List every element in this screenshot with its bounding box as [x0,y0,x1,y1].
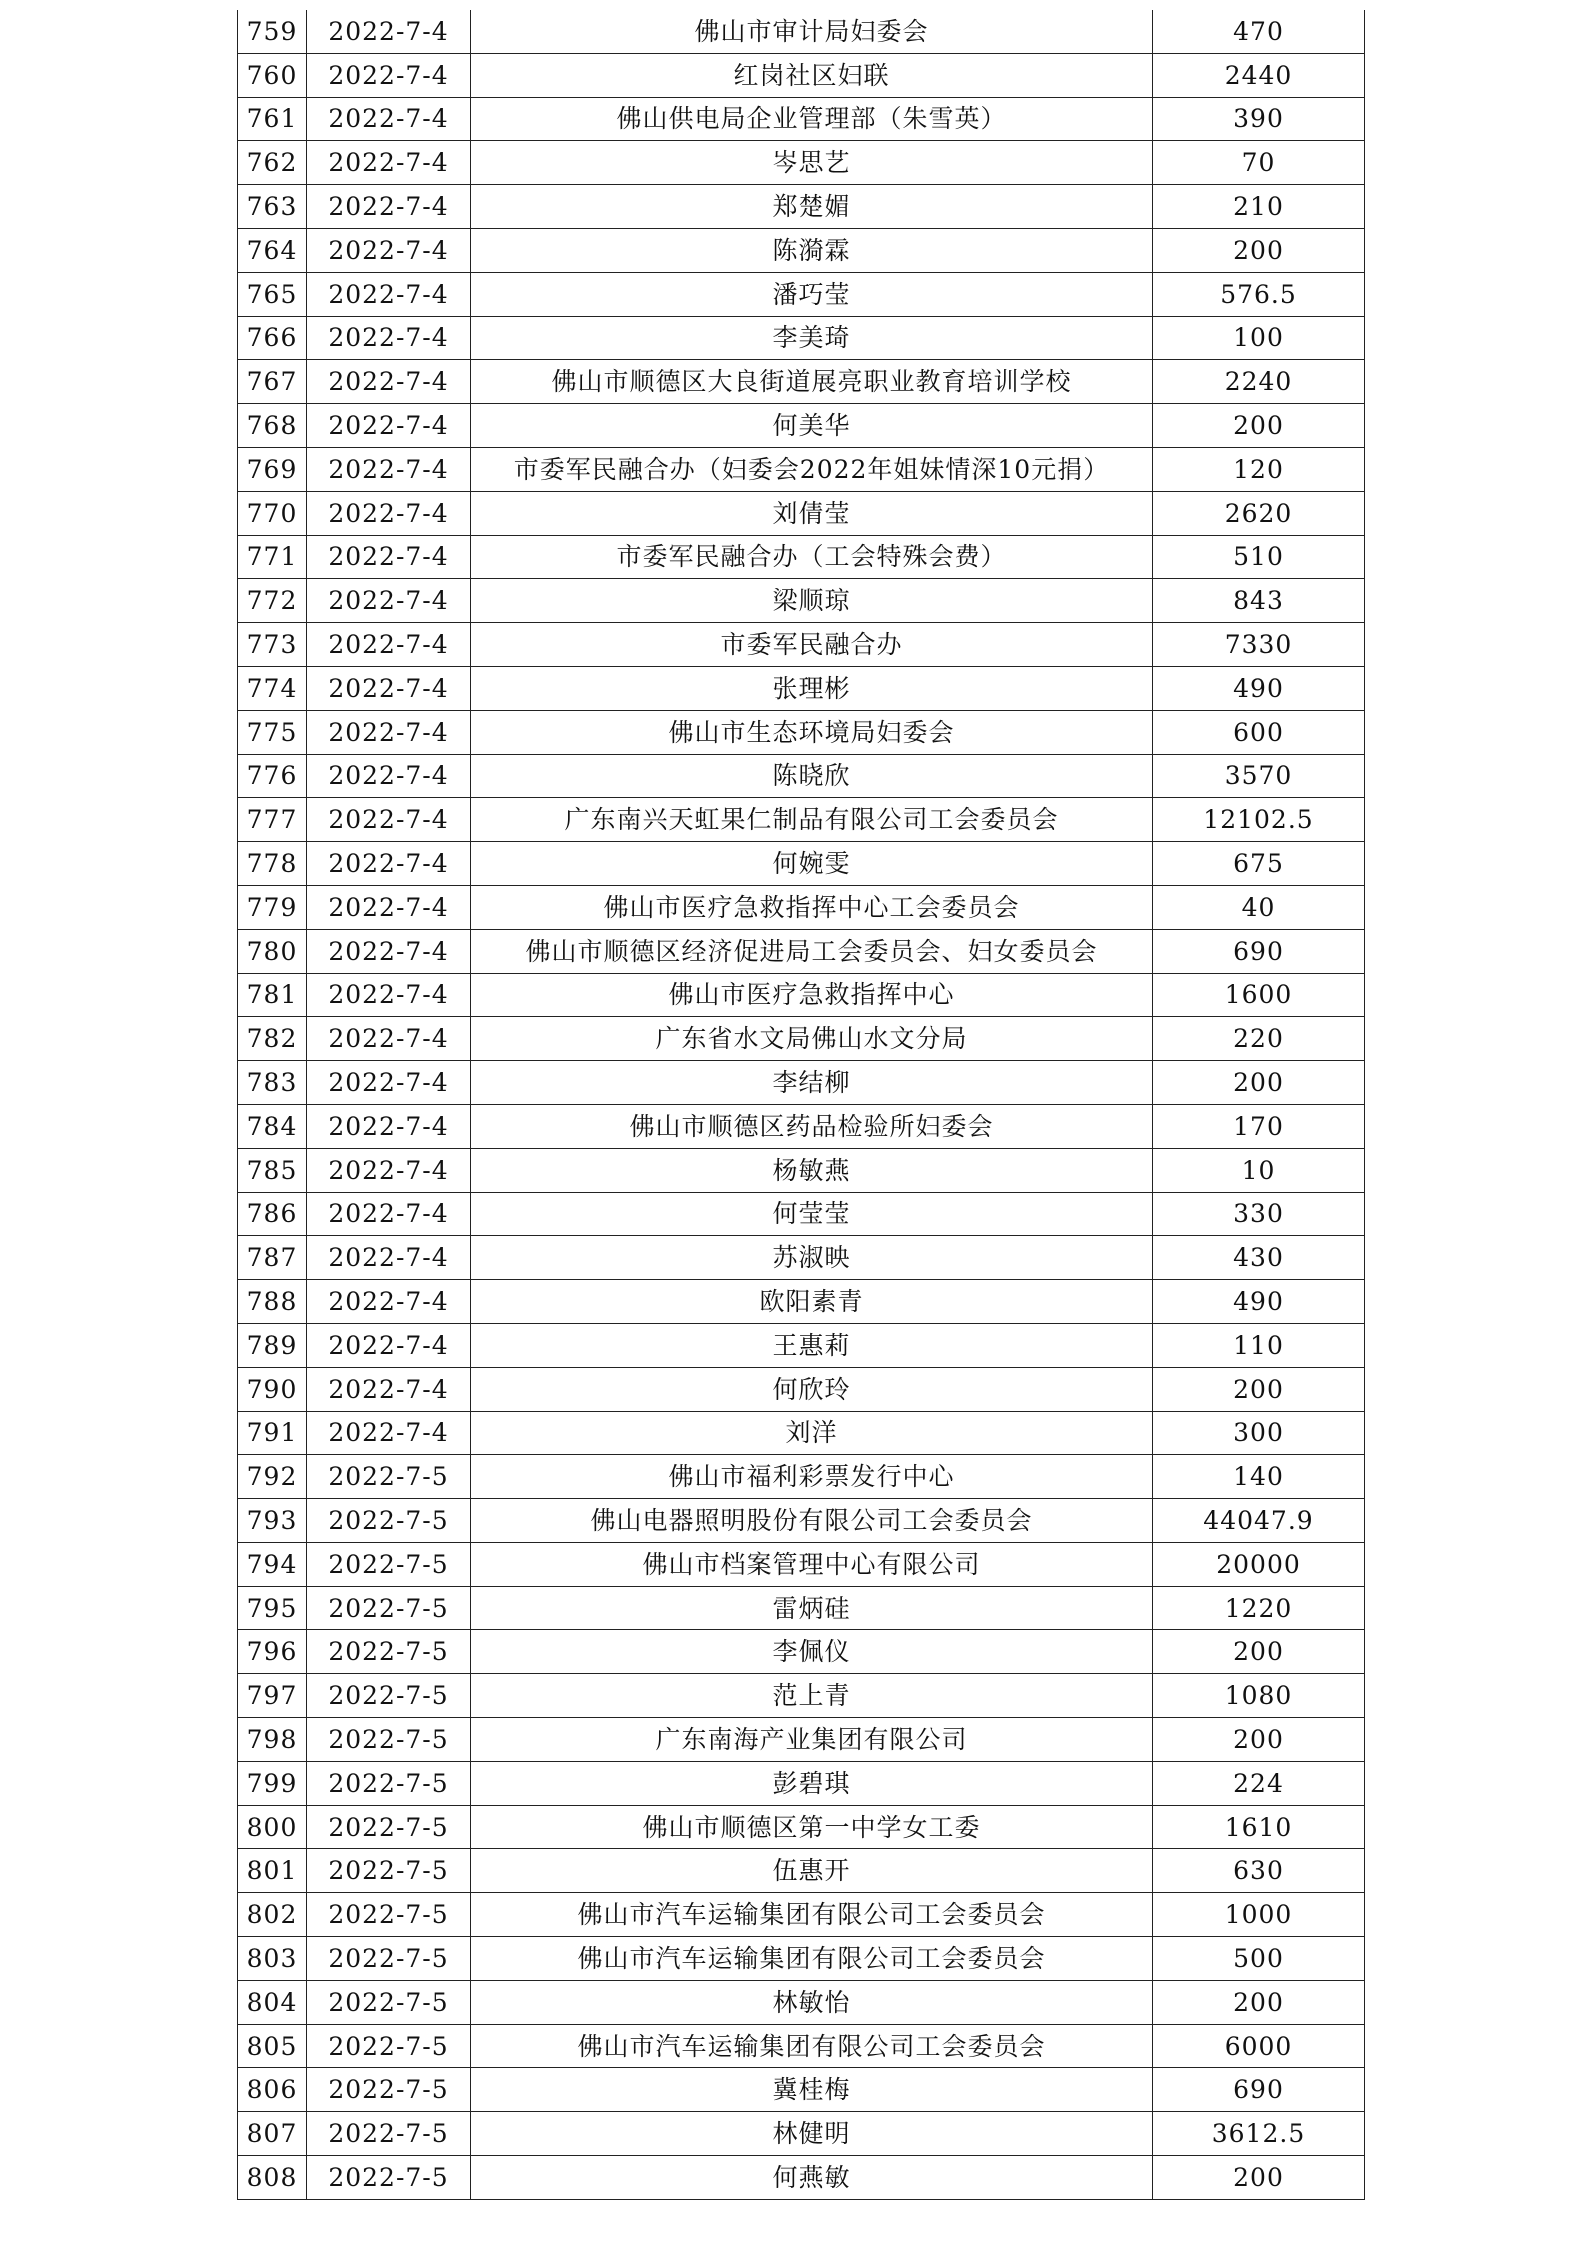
table-row [238,2068,1365,2112]
table-row [238,185,1365,229]
table-row [238,754,1365,798]
donor-cell: 彭碧琪 [471,1761,1153,1805]
donor-cell: 红岗社区妇联 [471,53,1153,97]
amount-cell: 224 [1153,1761,1365,1805]
date-cell: 2022-7-4 [307,666,471,710]
row-number-cell: 795 [238,1586,307,1630]
date-cell: 2022-7-4 [307,97,471,141]
table-row [238,53,1365,97]
row-number-cell: 802 [238,1893,307,1937]
donor-cell: 何美华 [471,404,1153,448]
table-row [238,1805,1365,1849]
table-row [238,97,1365,141]
row-number-cell: 780 [238,929,307,973]
row-number-cell: 760 [238,53,307,97]
amount-cell: 470 [1153,10,1365,53]
amount-cell: 6000 [1153,2024,1365,2068]
amount-cell: 200 [1153,1367,1365,1411]
amount-cell: 40 [1153,885,1365,929]
donor-cell: 陈漪霖 [471,228,1153,272]
table-row [238,404,1365,448]
donor-cell: 范上青 [471,1674,1153,1718]
date-cell: 2022-7-5 [307,1586,471,1630]
donor-cell: 杨敏燕 [471,1148,1153,1192]
date-cell: 2022-7-4 [307,929,471,973]
row-number-cell: 799 [238,1761,307,1805]
row-number-cell: 759 [238,10,307,53]
row-number-cell: 777 [238,798,307,842]
row-number-cell: 781 [238,973,307,1017]
donor-cell: 陈晓欣 [471,754,1153,798]
date-cell: 2022-7-5 [307,1542,471,1586]
amount-cell: 200 [1153,228,1365,272]
table-row [238,973,1365,1017]
donor-cell: 广东南兴天虹果仁制品有限公司工会委员会 [471,798,1153,842]
amount-cell: 10 [1153,1148,1365,1192]
row-number-cell: 805 [238,2024,307,2068]
amount-cell: 1080 [1153,1674,1365,1718]
row-number-cell: 807 [238,2112,307,2156]
row-number-cell: 798 [238,1718,307,1762]
date-cell: 2022-7-4 [307,1061,471,1105]
row-number-cell: 779 [238,885,307,929]
date-cell: 2022-7-4 [307,491,471,535]
date-cell: 2022-7-4 [307,885,471,929]
table-row [238,1893,1365,1937]
date-cell: 2022-7-4 [307,973,471,1017]
date-cell: 2022-7-4 [307,535,471,579]
donor-cell: 何欣玲 [471,1367,1153,1411]
date-cell: 2022-7-5 [307,1761,471,1805]
row-number-cell: 765 [238,272,307,316]
date-cell: 2022-7-5 [307,1674,471,1718]
donor-cell: 岑思艺 [471,141,1153,185]
donor-cell: 市委军民融合办（妇委会2022年姐妹情深10元捐） [471,447,1153,491]
donor-cell: 广东南海产业集团有限公司 [471,1718,1153,1762]
date-cell: 2022-7-5 [307,1805,471,1849]
donor-cell: 林健明 [471,2112,1153,2156]
table-row [238,535,1365,579]
amount-cell: 44047.9 [1153,1499,1365,1543]
donor-cell: 市委军民融合办（工会特殊会费） [471,535,1153,579]
donor-cell: 张理彬 [471,666,1153,710]
date-cell: 2022-7-4 [307,141,471,185]
table-row [238,1017,1365,1061]
row-number-cell: 793 [238,1499,307,1543]
table-row [238,1761,1365,1805]
date-cell: 2022-7-4 [307,228,471,272]
donor-cell: 佛山市医疗急救指挥中心 [471,973,1153,1017]
amount-cell: 390 [1153,97,1365,141]
date-cell: 2022-7-4 [307,1192,471,1236]
table-row [238,666,1365,710]
amount-cell: 500 [1153,1937,1365,1981]
date-cell: 2022-7-4 [307,272,471,316]
row-number-cell: 789 [238,1323,307,1367]
donor-cell: 何燕敏 [471,2156,1153,2200]
donor-cell: 李佩仪 [471,1630,1153,1674]
table-row [238,1367,1365,1411]
table-row [238,1630,1365,1674]
amount-cell: 200 [1153,1630,1365,1674]
table-row [238,1718,1365,1762]
table-row [238,360,1365,404]
amount-cell: 490 [1153,666,1365,710]
amount-cell: 200 [1153,1980,1365,2024]
row-number-cell: 762 [238,141,307,185]
donor-cell: 佛山市生态环境局妇委会 [471,710,1153,754]
date-cell: 2022-7-4 [307,1323,471,1367]
amount-cell: 2440 [1153,53,1365,97]
amount-cell: 200 [1153,1718,1365,1762]
table-row [238,1411,1365,1455]
date-cell: 2022-7-5 [307,1849,471,1893]
amount-cell: 600 [1153,710,1365,754]
date-cell: 2022-7-4 [307,579,471,623]
date-cell: 2022-7-4 [307,1236,471,1280]
row-number-cell: 784 [238,1104,307,1148]
amount-cell: 200 [1153,2156,1365,2200]
amount-cell: 1600 [1153,973,1365,1017]
amount-cell: 140 [1153,1455,1365,1499]
table-row [238,1586,1365,1630]
amount-cell: 220 [1153,1017,1365,1061]
row-number-cell: 767 [238,360,307,404]
row-number-cell: 775 [238,710,307,754]
date-cell: 2022-7-5 [307,1937,471,1981]
table-row [238,1192,1365,1236]
table-row [238,1455,1365,1499]
row-number-cell: 787 [238,1236,307,1280]
donor-cell: 刘洋 [471,1411,1153,1455]
date-cell: 2022-7-5 [307,1718,471,1762]
amount-cell: 110 [1153,1323,1365,1367]
date-cell: 2022-7-5 [307,1893,471,1937]
donor-cell: 李美琦 [471,316,1153,360]
table-row [238,272,1365,316]
row-number-cell: 796 [238,1630,307,1674]
table-row [238,228,1365,272]
donor-cell: 佛山供电局企业管理部（朱雪英） [471,97,1153,141]
donor-cell: 佛山市汽车运输集团有限公司工会委员会 [471,2024,1153,2068]
donor-cell: 佛山市档案管理中心有限公司 [471,1542,1153,1586]
donor-cell: 何莹莹 [471,1192,1153,1236]
date-cell: 2022-7-5 [307,1980,471,2024]
date-cell: 2022-7-4 [307,53,471,97]
date-cell: 2022-7-4 [307,1148,471,1192]
row-number-cell: 808 [238,2156,307,2200]
table-row [238,885,1365,929]
row-number-cell: 763 [238,185,307,229]
date-cell: 2022-7-5 [307,2156,471,2200]
donor-cell: 广东省水文局佛山水文分局 [471,1017,1153,1061]
row-number-cell: 768 [238,404,307,448]
table-row [238,1148,1365,1192]
donor-cell: 市委军民融合办 [471,623,1153,667]
row-number-cell: 783 [238,1061,307,1105]
donor-cell: 雷炳硅 [471,1586,1153,1630]
date-cell: 2022-7-4 [307,447,471,491]
date-cell: 2022-7-4 [307,316,471,360]
amount-cell: 100 [1153,316,1365,360]
date-cell: 2022-7-4 [307,1367,471,1411]
table-row [238,447,1365,491]
amount-cell: 576.5 [1153,272,1365,316]
date-cell: 2022-7-4 [307,1017,471,1061]
date-cell: 2022-7-4 [307,1280,471,1324]
table-row [238,929,1365,973]
row-number-cell: 766 [238,316,307,360]
table-row [238,1323,1365,1367]
amount-cell: 3612.5 [1153,2112,1365,2156]
row-number-cell: 772 [238,579,307,623]
date-cell: 2022-7-4 [307,404,471,448]
donor-cell: 佛山市审计局妇委会 [471,10,1153,53]
amount-cell: 20000 [1153,1542,1365,1586]
row-number-cell: 776 [238,754,307,798]
donor-cell: 佛山电器照明股份有限公司工会委员会 [471,1499,1153,1543]
table-row [238,1674,1365,1718]
table-row [238,842,1365,886]
amount-cell: 210 [1153,185,1365,229]
date-cell: 2022-7-4 [307,1411,471,1455]
date-cell: 2022-7-4 [307,360,471,404]
amount-cell: 675 [1153,842,1365,886]
date-cell: 2022-7-4 [307,798,471,842]
table-row [238,1542,1365,1586]
donor-cell: 苏淑映 [471,1236,1153,1280]
row-number-cell: 792 [238,1455,307,1499]
amount-cell: 300 [1153,1411,1365,1455]
amount-cell: 690 [1153,929,1365,973]
table-row [238,1849,1365,1893]
date-cell: 2022-7-4 [307,842,471,886]
row-number-cell: 773 [238,623,307,667]
row-number-cell: 806 [238,2068,307,2112]
amount-cell: 1610 [1153,1805,1365,1849]
amount-cell: 12102.5 [1153,798,1365,842]
row-number-cell: 771 [238,535,307,579]
table-row [238,1280,1365,1324]
amount-cell: 1000 [1153,1893,1365,1937]
donor-cell: 林敏怡 [471,1980,1153,2024]
amount-cell: 330 [1153,1192,1365,1236]
table-row [238,1499,1365,1543]
row-number-cell: 761 [238,97,307,141]
donor-cell: 伍惠开 [471,1849,1153,1893]
date-cell: 2022-7-4 [307,754,471,798]
row-number-cell: 778 [238,842,307,886]
date-cell: 2022-7-4 [307,10,471,53]
date-cell: 2022-7-5 [307,2068,471,2112]
date-cell: 2022-7-5 [307,2024,471,2068]
table-row [238,141,1365,185]
date-cell: 2022-7-4 [307,185,471,229]
donor-cell: 佛山市顺德区大良街道展亮职业教育培训学校 [471,360,1153,404]
amount-cell: 70 [1153,141,1365,185]
row-number-cell: 782 [238,1017,307,1061]
table-row [238,579,1365,623]
amount-cell: 510 [1153,535,1365,579]
donor-cell: 欧阳素青 [471,1280,1153,1324]
table-body [238,10,1365,2199]
row-number-cell: 786 [238,1192,307,1236]
table-row [238,1104,1365,1148]
row-number-cell: 790 [238,1367,307,1411]
table-row [238,1937,1365,1981]
date-cell: 2022-7-5 [307,1630,471,1674]
row-number-cell: 774 [238,666,307,710]
amount-cell: 3570 [1153,754,1365,798]
donor-cell: 佛山市顺德区经济促进局工会委员会、妇女委员会 [471,929,1153,973]
donor-cell: 佛山市医疗急救指挥中心工会委员会 [471,885,1153,929]
donor-cell: 王惠莉 [471,1323,1153,1367]
row-number-cell: 804 [238,1980,307,2024]
amount-cell: 2620 [1153,491,1365,535]
row-number-cell: 788 [238,1280,307,1324]
amount-cell: 2240 [1153,360,1365,404]
row-number-cell: 785 [238,1148,307,1192]
date-cell: 2022-7-4 [307,623,471,667]
donor-cell: 潘巧莹 [471,272,1153,316]
table-row [238,10,1365,53]
donor-cell: 梁顺琼 [471,579,1153,623]
donor-cell: 佛山市汽车运输集团有限公司工会委员会 [471,1937,1153,1981]
date-cell: 2022-7-5 [307,1455,471,1499]
row-number-cell: 803 [238,1937,307,1981]
table-row [238,1236,1365,1280]
row-number-cell: 801 [238,1849,307,1893]
row-number-cell: 797 [238,1674,307,1718]
row-number-cell: 770 [238,491,307,535]
row-number-cell: 769 [238,447,307,491]
row-number-cell: 764 [238,228,307,272]
row-number-cell: 800 [238,1805,307,1849]
date-cell: 2022-7-5 [307,2112,471,2156]
table-row [238,2156,1365,2200]
amount-cell: 490 [1153,1280,1365,1324]
donation-table [237,10,1365,2200]
row-number-cell: 791 [238,1411,307,1455]
table-row [238,2112,1365,2156]
amount-cell: 690 [1153,2068,1365,2112]
donor-cell: 李结柳 [471,1061,1153,1105]
donor-cell: 冀桂梅 [471,2068,1153,2112]
row-number-cell: 794 [238,1542,307,1586]
donor-cell: 佛山市福利彩票发行中心 [471,1455,1153,1499]
table-row [238,316,1365,360]
date-cell: 2022-7-4 [307,1104,471,1148]
donor-cell: 刘倩莹 [471,491,1153,535]
amount-cell: 7330 [1153,623,1365,667]
table-row [238,2024,1365,2068]
donor-cell: 佛山市汽车运输集团有限公司工会委员会 [471,1893,1153,1937]
amount-cell: 200 [1153,1061,1365,1105]
donor-cell: 佛山市顺德区药品检验所妇委会 [471,1104,1153,1148]
table-row [238,710,1365,754]
amount-cell: 430 [1153,1236,1365,1280]
amount-cell: 1220 [1153,1586,1365,1630]
amount-cell: 200 [1153,404,1365,448]
donor-cell: 郑楚媚 [471,185,1153,229]
table-row [238,798,1365,842]
date-cell: 2022-7-4 [307,710,471,754]
amount-cell: 170 [1153,1104,1365,1148]
amount-cell: 843 [1153,579,1365,623]
donor-cell: 何婉雯 [471,842,1153,886]
date-cell: 2022-7-5 [307,1499,471,1543]
amount-cell: 630 [1153,1849,1365,1893]
table-row [238,1061,1365,1105]
table-row [238,491,1365,535]
table-row [238,1980,1365,2024]
amount-cell: 120 [1153,447,1365,491]
table-row [238,623,1365,667]
donor-cell: 佛山市顺德区第一中学女工委 [471,1805,1153,1849]
